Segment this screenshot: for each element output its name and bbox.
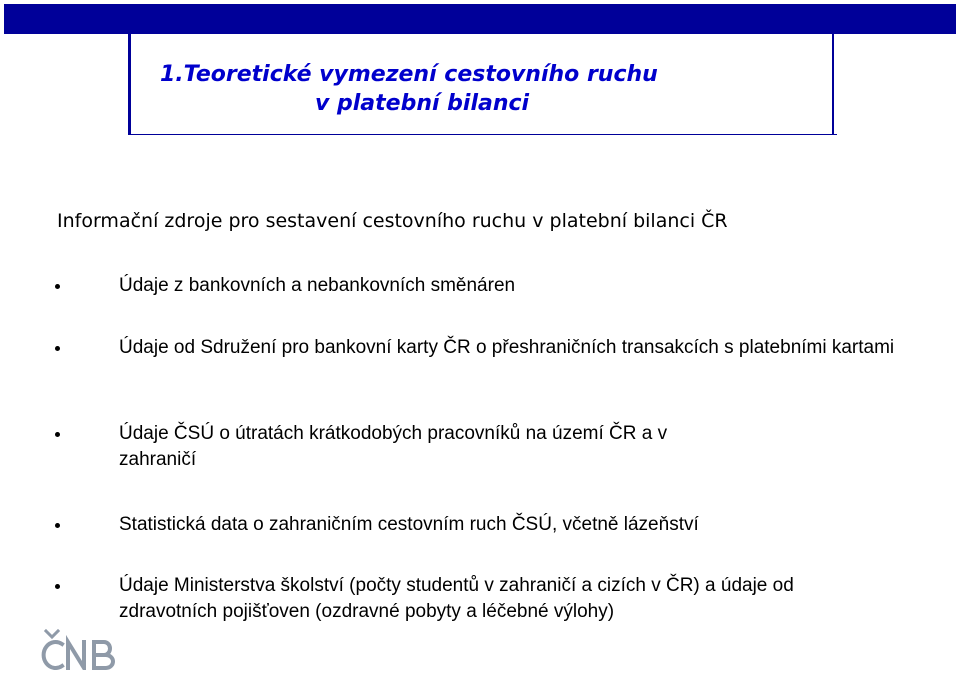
list-item: [55, 573, 875, 625]
list-item-text: Údaje od Sdružení pro bankovní karty ČR o přeshraničních transakcích s platebními kartami: [119, 337, 895, 358]
bullet-icon: [55, 584, 60, 589]
slide-title: [160, 60, 658, 118]
bullet-icon: [55, 284, 60, 289]
title-line-1: 1.Teoretické vymezení cestovního ruchu: [160, 62, 658, 87]
top-banner-bar: [4, 4, 956, 34]
intro-text: Informační zdroje pro sestavení cestovního ruchu v platební bilanci ČR: [57, 210, 728, 232]
cnb-logo: [38, 628, 118, 670]
list-item: [55, 273, 915, 299]
list-item: [55, 512, 915, 538]
list-item: [55, 335, 895, 361]
bullet-icon: [55, 346, 60, 351]
list-item-text: Statistická data o zahraničním cestovním ruch ČSÚ, včetně lázeňství: [119, 514, 699, 535]
list-item-text: Údaje Ministerstva školství (počty studentů v zahraničí a cizích v ČR) a údaje od zdravotních pojišťoven (ozdravné pobyty a léčebné výlohy): [119, 575, 794, 622]
list-item-text: Údaje z bankovních a nebankovních směnáren: [119, 275, 516, 296]
list-item: [55, 421, 735, 473]
bullet-icon: [55, 432, 60, 437]
list-item-text: Údaje ČSÚ o útratách krátkodobých pracovníků na území ČR a v zahraničí: [119, 423, 668, 470]
bullet-icon: [55, 523, 60, 528]
title-line-2: v platební bilanci: [315, 91, 530, 116]
header-right-rule: [832, 34, 834, 134]
